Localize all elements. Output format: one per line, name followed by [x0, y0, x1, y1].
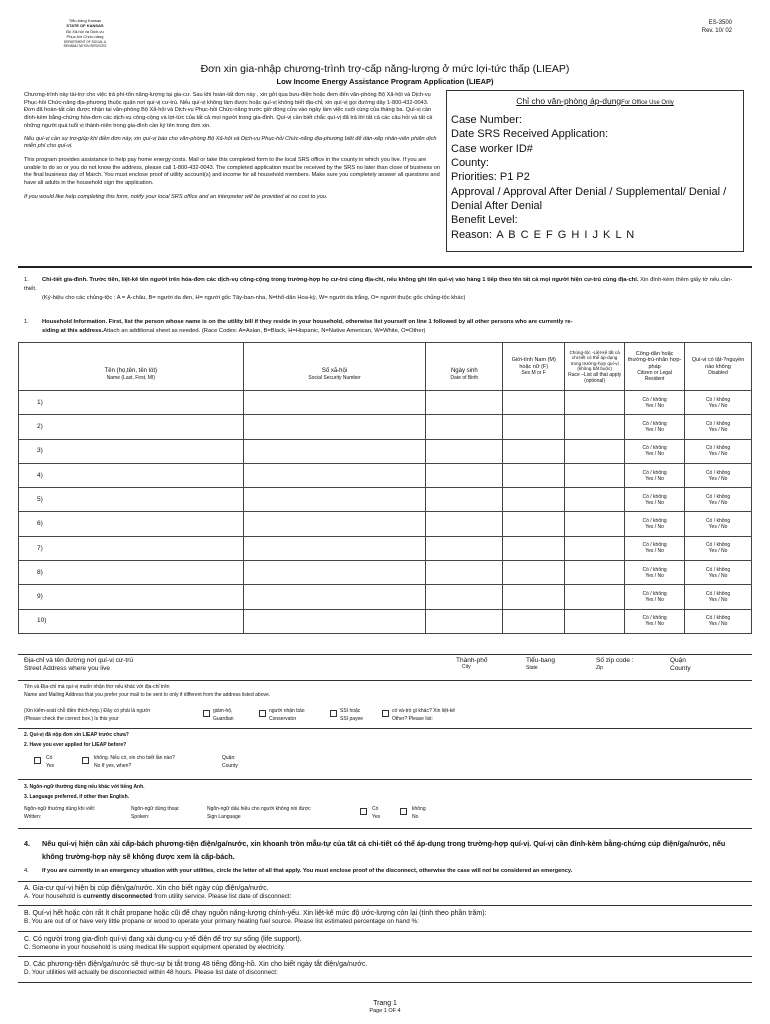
- yes-no-en[interactable]: Yes / No: [708, 548, 728, 555]
- q4-item-a[interactable]: A. Gia-cư quí-vị hiện bị cúp điện/ga/nước. Xin cho biết ngày cúp điện/ga/nước. A. Your household is currently disconnected from utility service. Please list date of disconnect:: [24, 885, 292, 901]
- household-table: [18, 342, 752, 634]
- table-row: [19, 488, 752, 512]
- cell-sex[interactable]: [503, 439, 565, 463]
- agency-line: DEPARTMENT OF SOCIAL &: [63, 39, 107, 44]
- yes-no-en[interactable]: Yes / No: [708, 499, 728, 506]
- form-revision: Rev. 10/ 02: [701, 28, 732, 35]
- cell-ssn[interactable]: [243, 415, 426, 439]
- cell-name[interactable]: [19, 391, 244, 415]
- agency-line: Tiểu-bang Kansas: [68, 18, 102, 23]
- cell-name[interactable]: [19, 561, 244, 585]
- col-sex: Giới-tính Nam (M) hoặc nữ (F) Sex M or F: [503, 343, 565, 391]
- office-line-date-received: Date SRS Received Application:: [451, 128, 609, 141]
- yes-no-en[interactable]: Yes / No: [645, 426, 664, 433]
- state-label: Tiểu-bang State: [526, 657, 556, 672]
- office-use-title: [447, 96, 743, 107]
- cell-dob[interactable]: [426, 561, 503, 585]
- q4-item-c[interactable]: C. Có người trong gia-đình quí-vị đang xài dụng-cụ y-tế điện để trợ sự sống (life support). C. Someone in your household is using medical life support equipment operated by electricity.: [24, 936, 302, 952]
- conservator-checkbox[interactable]: [259, 710, 266, 717]
- page-number-en: Page 1 OF 4: [369, 1007, 401, 1014]
- cell-citizen[interactable]: [625, 463, 685, 487]
- row-number: 8): [37, 568, 43, 576]
- q3-spoken: Ngôn-ngữ dùng thoại: Spoken:: [131, 806, 180, 820]
- col-disabled: Quí-vị có tật-?nguyền nào không Disabled: [685, 343, 752, 391]
- cell-ssn[interactable]: [243, 512, 426, 536]
- cell-sex[interactable]: [503, 512, 565, 536]
- yes-no-vi[interactable]: Có / không: [705, 445, 731, 452]
- cell-race[interactable]: [565, 488, 625, 512]
- cell-dob[interactable]: [426, 536, 503, 560]
- cell-disabled[interactable]: [685, 536, 752, 560]
- form-id-block: [702, 19, 732, 35]
- cell-sex[interactable]: [503, 536, 565, 560]
- cell-ssn[interactable]: [243, 585, 426, 609]
- cell-race[interactable]: [565, 512, 625, 536]
- row-number: 3): [37, 447, 43, 455]
- intro-block: [24, 92, 440, 202]
- section-1-en-tail: Attach an additional sheet as needed. (Race Codes: A=Asian, B=Black, H=Hispanic, N=Native American, W=White, O=Other): [103, 327, 426, 334]
- mailing-label: Tên và Địa-chỉ mà quí-vị muốn nhận thơ nếu khác với địa-chỉ trên Name and Mailing Address that you prefer your mail to be sent to only if different from the address listed above.: [24, 684, 271, 698]
- cell-race[interactable]: [565, 391, 625, 415]
- q3-no[interactable]: không No: [412, 806, 426, 821]
- cell-name[interactable]: [19, 463, 244, 487]
- office-line-reason: Reason: A B C E F G H I J K L N: [451, 228, 635, 241]
- cell-disabled[interactable]: [685, 512, 752, 536]
- cell-citizen[interactable]: [625, 609, 685, 633]
- yes-no-vi[interactable]: Có / không: [642, 518, 667, 525]
- cell-sex[interactable]: [503, 463, 565, 487]
- table-row: [19, 585, 752, 609]
- yes-no-en[interactable]: Yes / No: [645, 475, 664, 482]
- yes-no-vi[interactable]: Có / không: [705, 396, 731, 403]
- check-instruction: (Xin kiểm-soát chỗ điền thích-hợp.) Đây có phải là người (Please check the correct box.) Is this your: [24, 708, 150, 722]
- yes-no-en[interactable]: Yes / No: [708, 597, 728, 604]
- intro-en: This program provides assistance to help pay home energy costs. Mail or take this completed form to the local SRS office in the county in which you live. If you are unable to do so or you do not know the address, please call 1-800-432-0043. The completed application must be received by the SRS no later than close of business on the final business day of March. You must enclose proof of utility account(s) and income for all household members. Make sure you completely answer all questions and have all adults in the household sign the application.: [24, 157, 440, 187]
- form-id: ES-3500: [708, 20, 732, 26]
- cell-ssn[interactable]: [243, 561, 426, 585]
- q2-no-checkbox[interactable]: [82, 757, 89, 764]
- office-line-priorities: Priorities: P1 P2: [451, 171, 530, 184]
- q3-yes[interactable]: Có Yes: [372, 806, 380, 821]
- office-use-box: [446, 90, 744, 252]
- intro-en-italic: If you would like help completing this form, notify your local SRS office and an interpreter will be provided at no cost to you.: [24, 193, 328, 200]
- option-other[interactable]: có và-trò gì khác? Xin liệt-kê Other? Please list:: [392, 708, 455, 723]
- cell-ssn[interactable]: [243, 609, 426, 633]
- yes-no-vi[interactable]: Có / không: [705, 469, 731, 476]
- cell-dob[interactable]: [426, 439, 503, 463]
- row-number: 2): [37, 423, 43, 431]
- col-dob: Ngày sinh Date of Birth: [426, 343, 503, 391]
- yes-no-en[interactable]: Yes / No: [645, 572, 664, 579]
- cell-race[interactable]: [565, 585, 625, 609]
- table-row: [19, 609, 752, 633]
- cell-sex[interactable]: [503, 415, 565, 439]
- row-number: 1): [37, 398, 43, 406]
- col-citizen: Công-dân hoặc thường-trú-nhân hợp-pháp Citizen or Legal Resident: [625, 343, 685, 391]
- q2-no[interactable]: không. Nếu có, xin cho biết lần nào? No If yes, when?: [94, 755, 175, 770]
- office-line-approval: Approval / Approval After Denial / Supplemental/ Denial / Denial After Denial: [451, 185, 727, 212]
- page-number-vi: Trang 1: [373, 1000, 397, 1007]
- yes-no-en[interactable]: Yes / No: [645, 524, 664, 531]
- cell-disabled[interactable]: [685, 463, 752, 487]
- row-number: 5): [37, 495, 43, 503]
- cell-name[interactable]: [19, 512, 244, 536]
- row-number: 6): [37, 520, 43, 528]
- cell-sex[interactable]: [503, 561, 565, 585]
- cell-citizen[interactable]: [625, 536, 685, 560]
- section-1-vi-heading: Chi-tiết gia-đình. Trước tiên, liệt-kê tên người trên hóa-đơn các dịch-vụ công-cộng trong trường-hợp họ cư-trú cùng địa-chỉ, nếu không ghi tên quí-vị vào hàng 1 tiếp theo tên tất cả mọi người hiện cư-trú cùng địa-chỉ.: [42, 277, 639, 283]
- cell-citizen[interactable]: [625, 415, 685, 439]
- yes-no-vi[interactable]: Có / không: [642, 469, 667, 476]
- page-footer: [0, 1000, 770, 1014]
- yes-no-en[interactable]: Yes / No: [708, 621, 728, 628]
- guardian-checkbox[interactable]: [203, 710, 210, 717]
- col-name: Tên (họ,tên, tên lót) Name (Last, First, MI): [19, 343, 244, 391]
- cell-ssn[interactable]: [243, 439, 426, 463]
- cell-race[interactable]: [565, 439, 625, 463]
- cell-disabled[interactable]: [685, 609, 752, 633]
- yes-no-en[interactable]: Yes / No: [708, 524, 728, 531]
- cell-disabled[interactable]: [685, 391, 752, 415]
- cell-disabled[interactable]: [685, 488, 752, 512]
- cell-race[interactable]: [565, 415, 625, 439]
- cell-citizen[interactable]: [625, 488, 685, 512]
- yes-no-en[interactable]: Yes / No: [708, 451, 728, 458]
- cell-race[interactable]: [565, 463, 625, 487]
- q3-label: 3. Ngôn-ngữ thường dùng nếu khác với tiếng Anh. 3. Language preferred, if other than English.: [24, 784, 145, 800]
- q3-sign: Ngôn-ngữ dấu hiệu cho người không nói được Sign Language: [207, 806, 311, 820]
- yes-no-vi[interactable]: Có / không: [705, 420, 731, 427]
- cell-sex[interactable]: [503, 585, 565, 609]
- cell-name[interactable]: [19, 536, 244, 560]
- cell-citizen[interactable]: [625, 391, 685, 415]
- cell-ssn[interactable]: [243, 488, 426, 512]
- yes-no-vi[interactable]: Có / không: [705, 518, 731, 525]
- q4-item-d[interactable]: D. Các phương-tiện điện/ga/nước sẽ thực-sự bị tắt trong 48 tiếng đồng-hồ. Xin cho biết ngày tắt điện/ga/nước. D. Your utilities will actually be disconnected within 48 hours. Please list date of disconnect:: [24, 961, 368, 977]
- option-guardian[interactable]: giám-hộ, Guardian: [213, 708, 234, 723]
- table-row: [19, 415, 752, 439]
- agency-line: Bộ Xã-hội và Dịch-vụ: [66, 28, 104, 34]
- q4-vi: 4. Nếu quí-vị hiện cần xài cấp-bách phương-tiện điện/ga/nước, xin khoanh tròn mẫu-tự của tất cả chi-tiết có thể áp-dụng trong trường-hợp quí-vị. Quí-vị cần đính-kèm bằng-chứng cúp điện/ga/nước, nếu không trường-hợp này sẽ không được xem là cấp-bách.: [24, 839, 726, 861]
- section-1-en: 1. Household Information. First, list the person whose name is on the utility bill if they reside in your household, otherwise list yourself on line 1 followed by all other persons who are currently re- siding at this address.Attach an additional sheet as needed. (Race Codes: A=Asian, B=Black, H=Hispanic, N=Native American, W=White, O=Other): [24, 319, 573, 334]
- q3-no-checkbox[interactable]: [400, 808, 407, 815]
- yes-no-en[interactable]: Yes / No: [708, 402, 728, 409]
- page-title: Đơn xin gia-nhập chương-trình trợ-cấp năng-lượng ở mức lợi-tức thấp (LIEAP): [200, 63, 570, 75]
- yes-no-vi[interactable]: Có / không: [705, 542, 731, 549]
- cell-name[interactable]: [19, 585, 244, 609]
- yes-no-en[interactable]: Yes / No: [645, 548, 664, 555]
- q2-yes-checkbox[interactable]: [34, 757, 41, 764]
- cell-dob[interactable]: [426, 391, 503, 415]
- q3-yes-checkbox[interactable]: [360, 808, 367, 815]
- other-checkbox[interactable]: [382, 710, 389, 717]
- yes-no-en[interactable]: Yes / No: [708, 572, 728, 579]
- section-1-vi: 1. Chi-tiết gia-đình. Trước tiên, liệt-kê tên người trên hóa-đơn các dịch-vụ công-cộng trong trường-hợp họ cư-trú cùng địa-chỉ, nếu không ghi tên quí-vị vào hàng 1 tiếp theo tên tất cả mọi người hiện cư-trú cùng địa-chỉ. Xin đính-kèm thêm giấy tờ nếu cần-thiết. (Ký-hiệu cho các chủng-tộc : A = Á-châu, B= người da đen, H= người gốc Tây-ban-nha, N=thổ-dân Hoa-kỳ, W= người da trắng, O= người thuộc gốc chủng-tộc khác): [24, 276, 744, 303]
- row-number: 9): [37, 593, 43, 601]
- cell-name[interactable]: [19, 488, 244, 512]
- race-codes-vi: (Ký-hiệu cho các chủng-tộc : A = Á-châu, B= người da đen, H= người gốc Tây-ban-nha, N=thổ-dân Hoa-kỳ, W= người da trắng, O= người thuộc gốc chủng-tộc khác): [42, 294, 466, 301]
- office-title-en: For Office Use Only: [621, 100, 674, 106]
- agency-line: REHABILITATION SERVICES: [63, 43, 107, 48]
- yes-no-vi[interactable]: Có / không: [642, 542, 667, 549]
- yes-no-vi[interactable]: Có / không: [705, 566, 731, 573]
- option-ssi[interactable]: SSI hoặc SSI payee: [340, 708, 363, 723]
- yes-no-vi[interactable]: Có / không: [705, 493, 731, 500]
- row-number: 7): [37, 544, 43, 552]
- table-row: [19, 561, 752, 585]
- col-race: Chủng-tộc -Liệt-kê tất cả chi-tiết có thể áp-dụng trong trường-hợp quí-vị (không bắt buộc) Race –List all that apply (optional): [565, 343, 625, 391]
- cell-ssn[interactable]: [243, 536, 426, 560]
- cell-name[interactable]: [19, 609, 244, 633]
- table-row: [19, 536, 752, 560]
- office-line-case-number: Case Number:: [451, 114, 522, 127]
- cell-ssn[interactable]: [243, 463, 426, 487]
- cell-dob[interactable]: [426, 415, 503, 439]
- intro-vi: Chương-trình này tài-trợ cho việc trả phí-tổn năng-lượng tại gia-cư. Sau khi hoàn-tất đơn này , xin gởi qua bưu-điện hoặc đem đến văn-phòng Bộ Xã-hội và Dịch-vụ Phục-hồi Chức-năng địa-phương thuộc quận nơi quí-vị cư-trú. Nếu quí-vị không làm được hoặc quí-vị không biết địa-chỉ, xin quí-vị gọi đường dây 1-800-432-0043. Đơn đã hoàn-tất cần được nhận tại văn-phòng Bộ Xã-hội và Dịch-vụ Phục-hồi Chức-năng trước giờ đóng cửa vào ngày làm việc cuối cùng của tháng ba. Quí-vị cần đính-kèm bằng-chứng hóa-đơn các dịch-vụ công-cộng và lợi-tức của tất cả mọi người trong gia-đình. Quí-vị cần biết chắc quí-vị đã trả lời tất cả các câu hỏi và tất cả những người quá tuổi vị thành-niên trong gia-đình cần ký tên trong đơn xin.: [24, 92, 433, 129]
- yes-no-vi[interactable]: Có / không: [642, 493, 667, 500]
- cell-race[interactable]: [565, 536, 625, 560]
- yes-no-vi[interactable]: Có / không: [642, 615, 667, 622]
- cell-citizen[interactable]: [625, 561, 685, 585]
- q2-label: 2. Quí-vị đã nộp đơn xin LIEAP trước chưa? 2. Have you ever applied for LIEAP before?: [24, 732, 129, 748]
- yes-no-vi[interactable]: Có / không: [642, 396, 667, 403]
- yes-no-en[interactable]: Yes / No: [708, 475, 728, 482]
- cell-race[interactable]: [565, 609, 625, 633]
- table-row: [19, 463, 752, 487]
- yes-no-en[interactable]: Yes / No: [645, 621, 664, 628]
- cell-disabled[interactable]: [685, 415, 752, 439]
- yes-no-vi[interactable]: Có / không: [642, 445, 667, 452]
- yes-no-en[interactable]: Yes / No: [645, 402, 664, 409]
- county-label: Quận County: [670, 657, 691, 673]
- city-label: Thành-phố City: [456, 657, 488, 671]
- cell-sex[interactable]: [503, 488, 565, 512]
- cell-disabled[interactable]: [685, 585, 752, 609]
- cell-name[interactable]: [19, 415, 244, 439]
- cell-disabled[interactable]: [685, 561, 752, 585]
- yes-no-vi[interactable]: Có / không: [642, 591, 667, 598]
- street-label: Địa-chỉ và tên đường nơi quí-vị cư-trú Street Address where you live: [24, 657, 133, 673]
- cell-sex[interactable]: [503, 609, 565, 633]
- cell-sex[interactable]: [503, 391, 565, 415]
- agency-line: STATE OF KANSAS: [66, 23, 104, 29]
- yes-no-en[interactable]: Yes / No: [708, 426, 728, 433]
- cell-ssn[interactable]: [243, 391, 426, 415]
- yes-no-vi[interactable]: Có / không: [642, 420, 667, 427]
- cell-citizen[interactable]: [625, 512, 685, 536]
- cell-dob[interactable]: [426, 585, 503, 609]
- q4-item-b[interactable]: B. Quí-vị hết hoặc còn rất ít chất propane hoặc cũi để chạy nguồn năng-lượng chính-yếu. Xin liệt-kê mức độ ước-lượng còn lại (tính theo phần trăm): B. You are out of or have very little propane or wood to operate your primary heating fuel source. Please list estimated percentage on hand %:: [24, 910, 487, 926]
- q2-yes[interactable]: Có Yes: [46, 755, 54, 770]
- table-row: [19, 512, 752, 536]
- cell-dob[interactable]: [426, 609, 503, 633]
- cell-name[interactable]: [19, 439, 244, 463]
- ssi-checkbox[interactable]: [330, 710, 337, 717]
- q3-written: Ngôn-ngữ thường dùng khi viết: Written:: [24, 806, 96, 820]
- q4-en: 4. If you are currently in an emergency situation with your utilities, circle the letter of all that apply. You must enclose proof of the disconnect, otherwise the case will not be considered an emergency.: [24, 868, 573, 874]
- option-conservator[interactable]: người nhận bảo Conservator: [269, 708, 305, 723]
- cell-race[interactable]: [565, 561, 625, 585]
- yes-no-vi[interactable]: Có / không: [642, 566, 667, 573]
- agency-block: [55, 18, 115, 48]
- yes-no-en[interactable]: Yes / No: [645, 451, 664, 458]
- cell-citizen[interactable]: [625, 439, 685, 463]
- cell-dob[interactable]: [426, 463, 503, 487]
- page-title-en: Low Income Energy Assistance Program Application (LIEAP): [276, 77, 494, 86]
- office-line-county: County:: [451, 157, 489, 170]
- table-header-row: [19, 343, 752, 391]
- yes-no-en[interactable]: Yes / No: [645, 597, 664, 604]
- row-number: 10): [37, 617, 47, 625]
- office-line-benefit: Benefit Level:: [451, 214, 518, 227]
- q2-county: Quận: County: [222, 755, 238, 769]
- yes-no-vi[interactable]: Có / không: [705, 591, 731, 598]
- zip-label: Số zip code : Zip: [596, 657, 634, 672]
- cell-dob[interactable]: [426, 512, 503, 536]
- cell-citizen[interactable]: [625, 585, 685, 609]
- table-row: [19, 391, 752, 415]
- intro-vi-italic: Nếu quí-vị cần sự trợ-giúp khi điền đơn này, xin quí-vị báo cho văn-phòng Bộ Xã-hội và Dịch-vụ Phục-hồi Chức-năng địa-phương biết để dàn-xếp nhân-viên phiên dịch miễn phí cho quí-vị.: [24, 135, 437, 150]
- office-title-vi: Chỉ cho văn-phòng áp-dụng: [516, 96, 622, 106]
- row-number: 4): [37, 471, 43, 479]
- table-row: [19, 439, 752, 463]
- office-line-caseworker: Case worker ID#: [451, 142, 533, 155]
- cell-disabled[interactable]: [685, 439, 752, 463]
- agency-line: Phục-hồi Chức-năng: [66, 34, 104, 40]
- yes-no-en[interactable]: Yes / No: [645, 499, 664, 506]
- yes-no-vi[interactable]: Có / không: [705, 615, 731, 622]
- cell-dob[interactable]: [426, 488, 503, 512]
- col-ssn: Số xã-hội Social Security Number: [243, 343, 426, 391]
